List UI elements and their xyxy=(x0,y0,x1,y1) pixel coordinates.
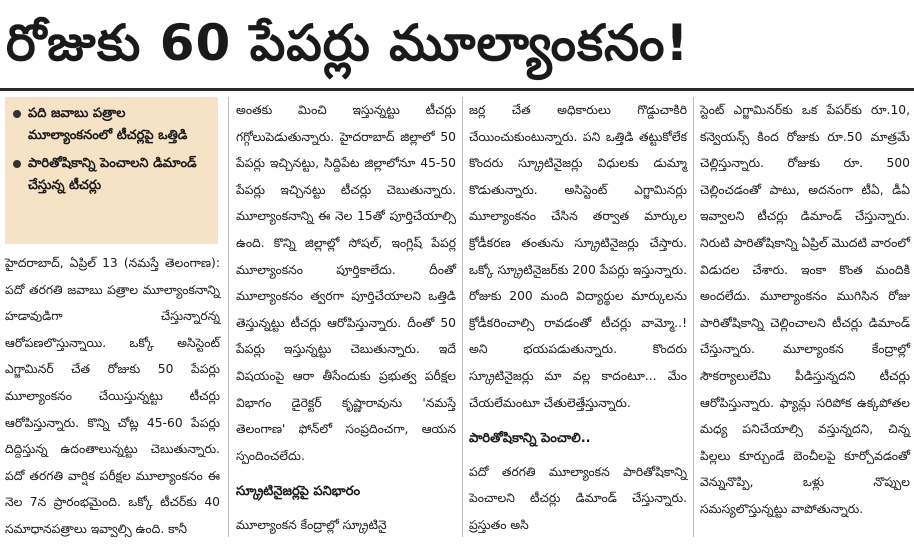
body-paragraph: మూల్యాంకన కేంద్రాల్లో స్క్రూటినై xyxy=(236,517,387,532)
column-divider xyxy=(693,97,694,537)
column-divider xyxy=(228,97,229,537)
body-paragraph: స్టెంట్ ఎగ్జామినర్‌కు ఒక పేపర్‌కు రూ.10, కన్వెయన్స్ కింద రోజుకు రూ.50 మాత్రమే చెల్లిస్తున్నారు. రోజుకు రూ. 500 చెల్లించడంతో పాటు, అదనంగా టీఏ, డీఏ ఇవ్వాలని టీచర్లు డిమాండ్ చేస్తున్నారు. నిరుటి పారితోషికాన్ని ఏప్రిల్ మొదటి వారంలో విడుదల చేశారు. ఇంకా కొంత మందికి అందలేదు. మూల్యాంకనం ముగిసిన రోజు పారితోషికాన్ని చెల్లించాలని టీచర్లు డిమాండ్ చేస్తున్నారు. మూల్యాంకన కేంద్రాల్లో సౌకర్యాలులేమి పీడిస్తున్నదని టీచర్లు ఆరోపిస్తున్నారు. ఫ్యాన్లు సరిపోక ఉక్కపోతల మధ్య పనిచేయాల్సి వస్తున్నదని, చిన్న పిల్లలు కూర్చుండే బెంచీలపై కూర్చోవడంతో వెన్నునొప్పి, ఒళ్లు నొప్పుల సమస్యలొస్తున్నట్టు వాపోతున్నారు. xyxy=(700,103,910,516)
column-1 xyxy=(5,250,220,543)
body-paragraph: హైదరాబాద్, ఏప్రిల్ 13 (నమస్తే తెలంగాణ): పదో తరగతి జవాబు పత్రాల మూల్యాంకనాన్ని హడావుడిగా చేస్తున్నారన్న ఆరోపణలొస్తున్నాయి. ఒక్కో అసిస్టెంట్ ఎగ్జామినర్ చేత రోజుకు 50 పేపర్లు మూల్యాంకనం చేయిస్తున్నట్టు టీచర్లు ఆరోపిస్తున్నారు. కొన్ని చోట్ల 45-60 పేపర్లు దిద్దిస్తున్న ఉదంతాలున్నట్టు చెబుతున్నారు. పదో తరగతి వార్షిక పరీక్షల మూల్యాంకనం ఈ నెల 7న ప్రారంభమైంది. ఒక్కో టీచర్‌కు 40 సమాధానపత్రాలు ఇవ్వాల్సి ఉంది. కానీ xyxy=(5,256,220,536)
body-paragraph: పదో తరగతి మూల్యాంకన పారితోషికాన్ని పెంచాలని టీచర్లు డిమాండ్ చేస్తున్నారు. ప్రస్తుతం అసి xyxy=(469,464,687,532)
body-paragraph: జర్ల చేత అధికారులు గొడ్డుచాకిరి చేయించుకుంటున్నారు. పని ఒత్తిడి తట్టుకోలేక కొందరు స్క్రూటినైజర్లు విధులకు డుమ్మా కొడుతున్నారు. అసిస్టెంట్ ఎగ్జామినర్లు మూల్యాంకనం చేసిన తర్వాత మార్కుల క్రోడీకరణ తంతును స్క్రూటినైజర్లు చేస్తారు. ఒక్కో స్క్రూటినైజర్‌కు 200 పేపర్లు ఇస్తున్నారు. రోజుకు 200 మంది విద్యార్థుల మార్కులను క్రోడీకరించాల్సి రావడంతో టీచర్లు వామ్మో..! అని భయపడుతున్నారు. కొందరు స్క్రూటినైజర్లు మా వల్ల కాదంటూ... మేం చేయలేమంటూ చేతులెత్తేస్తున్నారు. xyxy=(469,103,687,410)
subheading: స్క్రూటినైజర్లపై పనిభారం xyxy=(236,484,361,500)
column-2 xyxy=(236,97,456,539)
subheading: పారితోషికాన్ని పెంచాలి.. xyxy=(469,431,591,447)
column-3 xyxy=(469,97,687,539)
highlight-item xyxy=(11,103,212,147)
headline: రోజుకు 60 పేపర్లు మూల్యాంకనం! xyxy=(6,14,690,72)
bullet-icon xyxy=(13,160,21,168)
highlight-box xyxy=(5,97,218,244)
body-paragraph: అంతకు మించి ఇస్తున్నట్టు టీచర్లు గగ్గోలుపెడుతున్నారు. హైదరాబాద్ జిల్లాలో 50 పేపర్లు ఇచ్చినట్టు, సిద్దిపేట జిల్లాలోనూ 45-50 పేపర్లు ఇచ్చినట్టు టీచర్లు చెబుతున్నారు. మూల్యాంకనాన్ని ఈ నెల 15తో పూర్తిచేయాల్సి ఉంది. కొన్ని జిల్లాల్లో సోషల్, ఇంగ్లిష్ పేపర్ల మూల్యాంకనం పూర్తికాలేదు. దీంతో మూల్యాంకనం త్వరగా పూర్తిచేయాలని ఒత్తిడి తెస్తున్నట్టు టీచర్లు ఆరోపిస్తున్నారు. దీంతో 50 పేపర్లు ఇస్తున్నట్టు చెబుతున్నారు. ఇదే విషయంపై ఆరా తీసేందుకు ప్రభుత్వ పరీక్షల విభాగం డైరెక్టర్ కృష్ణారావును 'నమస్తే తెలంగాణ' ఫోన్‌లో సంప్రదించగా, ఆయన స్పందించలేదు. xyxy=(236,103,456,463)
highlight-text: పది జవాబు పత్రాల మూల్యాంకనంలో టీచర్లపై ఒత్తిడి xyxy=(28,106,188,143)
column-divider xyxy=(462,97,463,537)
bullet-icon xyxy=(13,110,21,118)
column-4 xyxy=(700,97,910,523)
headline-rule xyxy=(0,88,914,91)
highlight-text: పారితోషికాన్ని పెంచాలని డిమాండ్ చేస్తున్న టీచర్లు xyxy=(28,156,197,193)
highlight-item xyxy=(11,153,212,197)
